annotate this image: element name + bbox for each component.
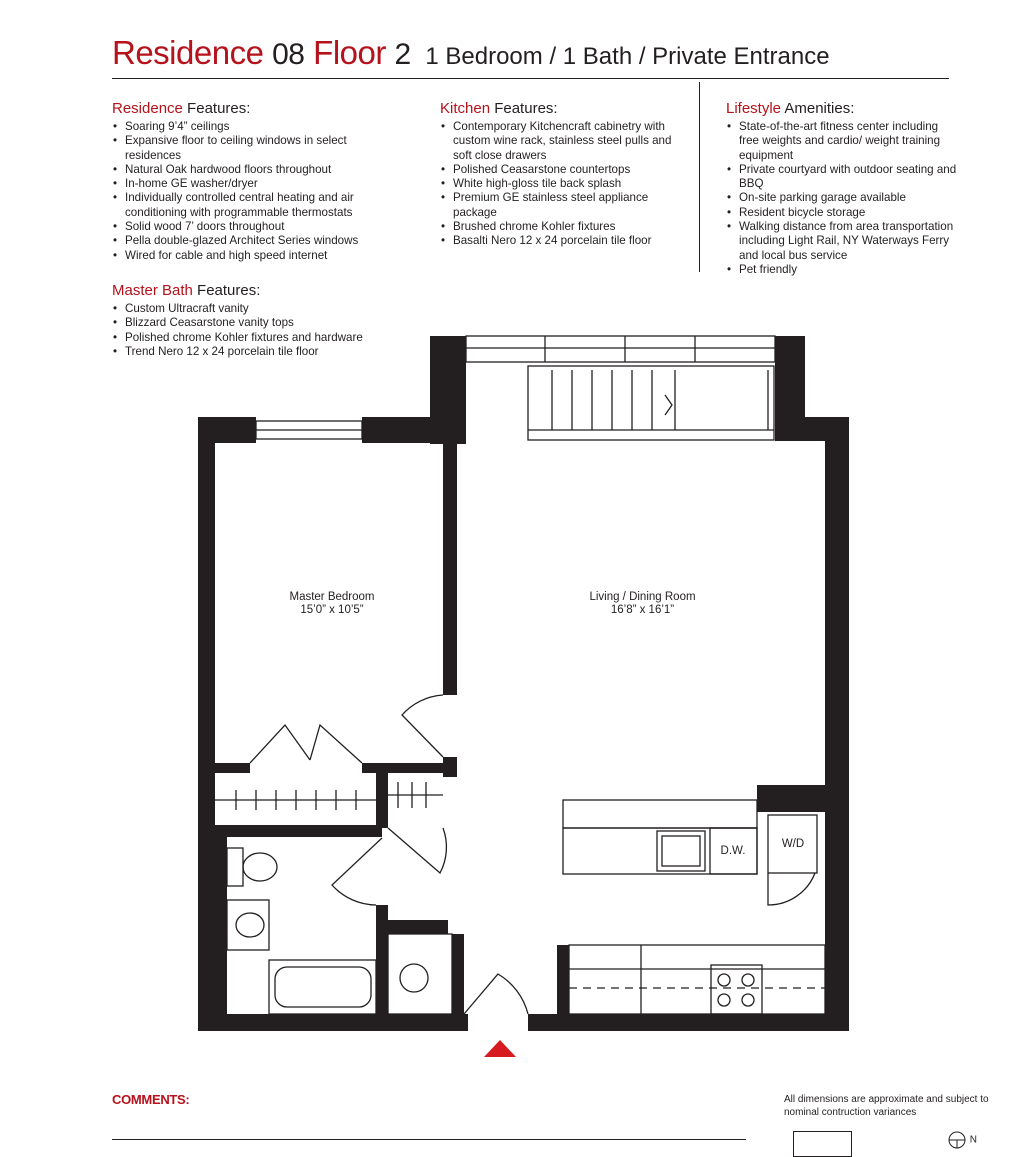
comments-line: [112, 1139, 746, 1140]
living-dining-name: Living / Dining Room: [589, 591, 696, 603]
compass-icon: [947, 1130, 967, 1150]
lifestyle-item: • Private courtyard with outdoor seating and BBQ: [726, 163, 961, 192]
residence-features-title: Residence Features:: [112, 100, 251, 117]
north-label: N: [969, 1134, 978, 1146]
residence-item: • Individually controlled central heating and air conditioning with programmable thermostats: [112, 191, 402, 220]
residence-item: • In-home GE washer/dryer: [112, 177, 402, 191]
floor-number: 2: [394, 38, 411, 71]
unit-subtitle: 1 Bedroom / 1 Bath / Private Entrance: [425, 43, 830, 70]
kitchen-item: • Contemporary Kitchencraft cabinetry with custom wine rack, stainless steel pulls and soft close drawers: [440, 120, 675, 163]
master-bedroom-name: Master Bedroom: [289, 591, 375, 603]
master-bath-item: • Polished chrome Kohler fixtures and hardware: [112, 331, 402, 345]
fixtures: [215, 336, 825, 1014]
living-dining-dimensions: 16’8” x 16’1”: [610, 604, 675, 616]
kitchen-item: • White high-gloss tile back splash: [440, 177, 675, 191]
kitchen-item: • Brushed chrome Kohler fixtures: [440, 220, 675, 234]
north-indicator: [947, 1130, 977, 1150]
residence-item: • Pella double-glazed Architect Series windows: [112, 234, 402, 248]
lifestyle-item: • On-site parking garage available: [726, 191, 961, 205]
entry-marker-icon: [484, 1040, 516, 1057]
kitchen-features-title: Kitchen Features:: [440, 100, 558, 117]
washer-dryer-label: W/D: [781, 838, 805, 850]
dishwasher-label: D.W.: [720, 845, 746, 857]
residence-item: • Expansive floor to ceiling windows in select residences: [112, 134, 402, 163]
living-dining-label: [570, 591, 715, 617]
master-bath-features-title: Master Bath Features:: [112, 282, 261, 299]
comments-label: COMMENTS:: [112, 1092, 190, 1107]
lifestyle-amenities-title: Lifestyle Amenities:: [726, 100, 855, 117]
kitchen-item: • Basalti Nero 12 x 24 porcelain tile floor: [440, 234, 675, 248]
lifestyle-item: • Resident bicycle storage: [726, 206, 961, 220]
dimensions-disclaimer: All dimensions are approximate and subject to nominal contruction variances: [784, 1094, 989, 1118]
lifestyle-item: • State-of-the-art fitness center including free weights and cardio/ weight training equipment: [726, 120, 961, 163]
master-bedroom-dimensions: 15’0” x 10’5”: [300, 604, 364, 616]
master-bath-item: • Custom Ultracraft vanity: [112, 302, 402, 316]
lifestyle-item: • Pet friendly: [726, 263, 961, 277]
notes-box: [793, 1131, 852, 1157]
residence-item: • Wired for cable and high speed internet: [112, 249, 402, 263]
residence-item: • Soaring 9’4” ceilings: [112, 120, 402, 134]
lifestyle-item: • Walking distance from area transportation including Light Rail, NY Waterways Ferry and local bus service: [726, 220, 961, 263]
kitchen-item: • Polished Ceasarstone countertops: [440, 163, 675, 177]
residence-item: • Natural Oak hardwood floors throughout: [112, 163, 402, 177]
master-bedroom-label: [262, 591, 402, 617]
floor-word: Floor: [313, 34, 386, 71]
master-bath-item: • Blizzard Ceasarstone vanity tops: [112, 316, 402, 330]
residence-word: Residence: [112, 34, 264, 71]
kitchen-item: • Premium GE stainless steel appliance package: [440, 191, 675, 220]
master-bath-item: • Trend Nero 12 x 24 porcelain tile floor: [112, 345, 402, 359]
residence-item: • Solid wood 7’ doors throughout: [112, 220, 402, 234]
residence-number: 08: [272, 38, 305, 71]
